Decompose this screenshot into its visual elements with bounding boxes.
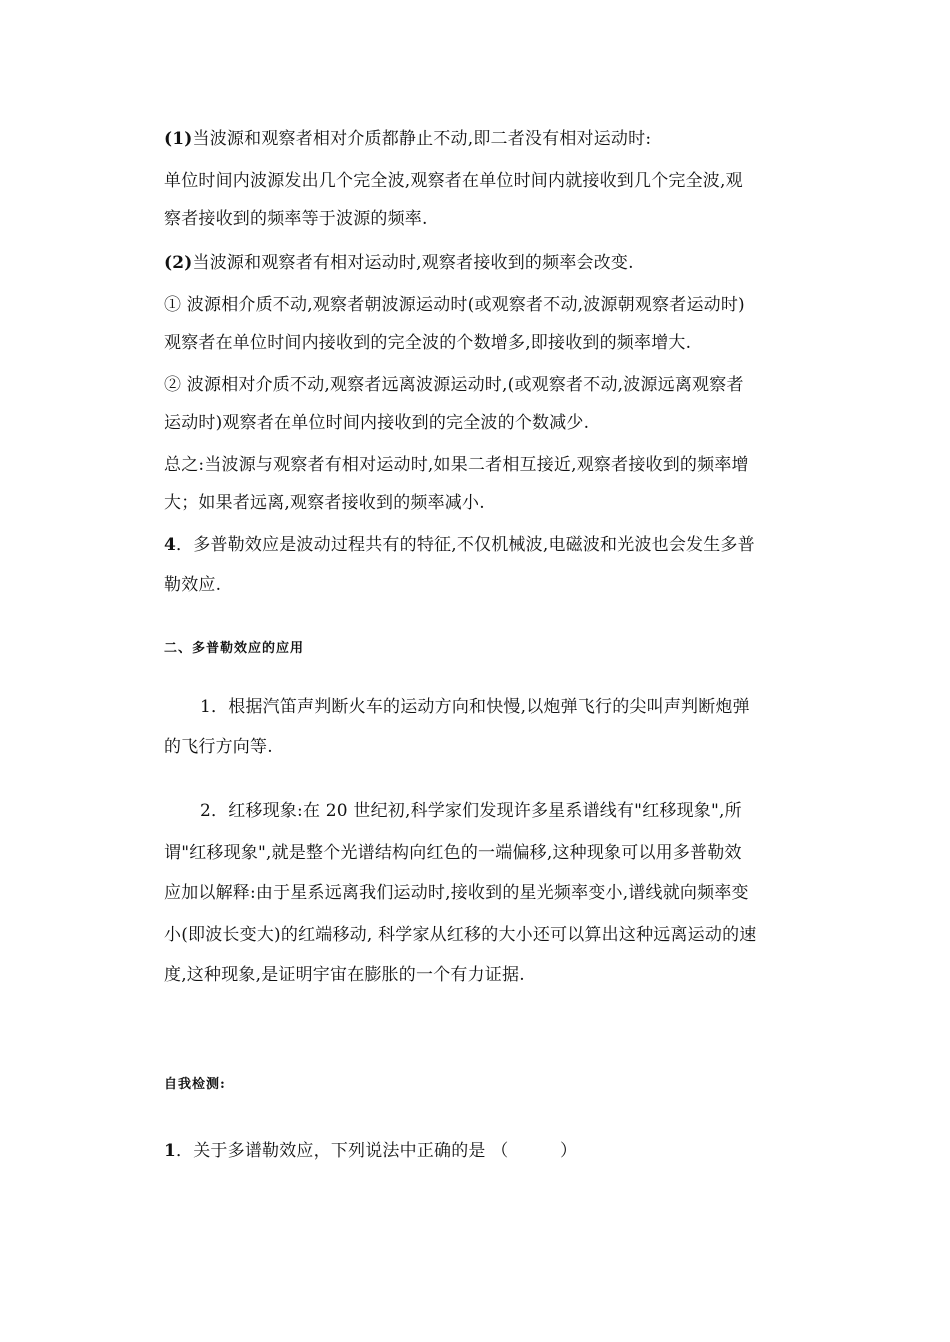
case2-number: (2) xyxy=(164,253,193,273)
section2-heading: 二、多普勒效应的应用 xyxy=(164,641,305,656)
case1-text: 当波源和观察者相对介质都静止不动,即二者没有相对运动时: xyxy=(192,129,652,149)
case2-text: 当波源和观察者有相对运动时,观察者接收到的频率会改变. xyxy=(192,253,634,273)
question-number: 1 xyxy=(164,1141,177,1161)
para-line: 察者接收到的频率等于波源的频率. xyxy=(164,209,428,229)
application2-line: 谓"红移现象",就是整个光谱结构向红色的一端偏移,这种现象可以用多普勒效 xyxy=(164,843,742,863)
para-case1-title xyxy=(164,128,804,150)
application1-line: 的飞行方向等. xyxy=(164,737,273,757)
application2-line: 应加以解释:由于星系远离我们运动时,接收到的星光频率变小,谱线就向频率变 xyxy=(164,883,749,903)
question-1 xyxy=(164,1140,804,1162)
para-line: 大；如果者远离,观察者接收到的频率减小. xyxy=(164,493,485,513)
point4-line xyxy=(164,534,804,556)
question-text: ．关于多谱勒效应，下列说法中正确的是 （ ） xyxy=(176,1141,578,1161)
para-line: 总之:当波源与观察者有相对运动时,如果二者相互接近,观察者接收到的频率增 xyxy=(164,455,749,475)
para-line: 勒效应. xyxy=(164,575,222,595)
point4-text: ．多普勒效应是波动过程共有的特征,不仅机械波,电磁波和光波也会发生多普 xyxy=(176,535,755,555)
case1-number: (1) xyxy=(164,129,193,149)
para-case2-title xyxy=(164,252,804,274)
application2-line: 2．红移现象:在 20 世纪初,科学家们发现许多星系谱线有"红移现象",所 xyxy=(200,801,742,821)
para-line: 单位时间内波源发出几个完全波,观察者在单位时间内就接收到几个完全波,观 xyxy=(164,171,743,191)
application1-line: 1．根据汽笛声判断火车的运动方向和快慢,以炮弹飞行的尖叫声判断炮弹 xyxy=(200,697,750,717)
para-line: 运动时)观察者在单位时间内接收到的完全波的个数减少. xyxy=(164,413,590,433)
para-line: ① 波源相介质不动,观察者朝波源运动时(或观察者不动,波源朝观察者运动时) xyxy=(164,295,745,315)
self-test-heading: 自我检测: xyxy=(164,1077,226,1092)
point4-number: 4 xyxy=(164,535,177,555)
application2-line: 小(即波长变大)的红端移动, 科学家从红移的大小还可以算出这种远离运动的速 xyxy=(164,925,757,945)
para-line: ② 波源相对介质不动,观察者远离波源运动时,(或观察者不动,波源远离观察者 xyxy=(164,375,744,395)
para-line: 观察者在单位时间内接收到的完全波的个数增多,即接收到的频率增大. xyxy=(164,333,692,353)
application2-line: 度,这种现象,是证明宇宙在膨胀的一个有力证据. xyxy=(164,965,525,985)
